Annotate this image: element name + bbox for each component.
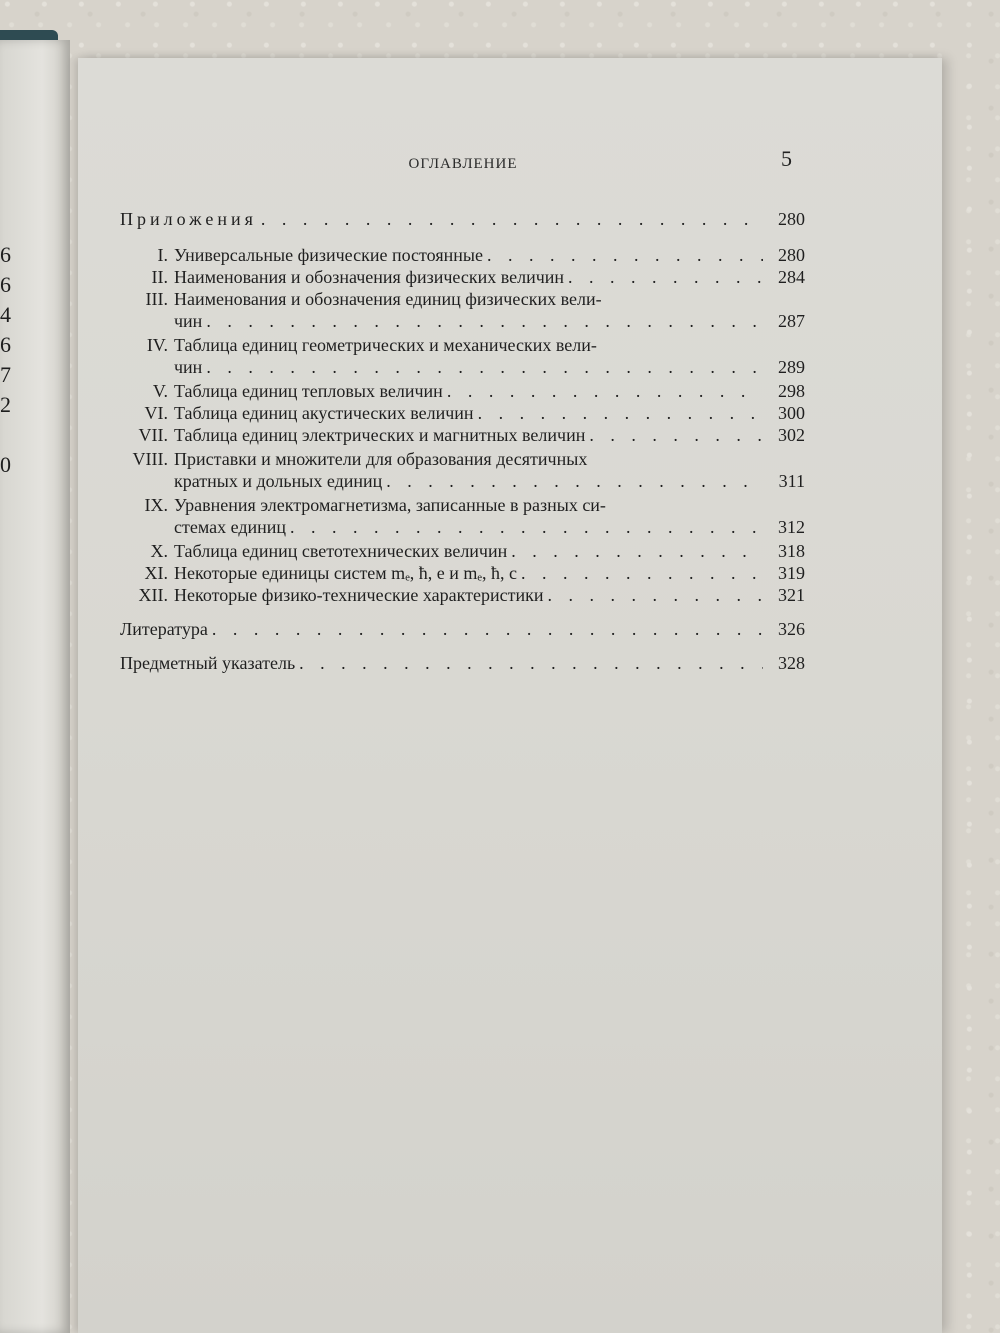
toc-entry-page: 302 xyxy=(778,425,805,445)
toc-entry-page: 284 xyxy=(778,267,805,287)
book-page xyxy=(78,58,942,1333)
toc-entry[interactable] xyxy=(132,402,805,424)
toc-entry[interactable] xyxy=(132,540,805,562)
toc-entry-number: II. xyxy=(151,267,168,287)
toc-entry-label: Универсальные физические постоянные xyxy=(174,245,483,265)
leader-dots xyxy=(261,208,763,230)
toc-entry-continuation[interactable] xyxy=(174,516,805,538)
toc-entry-appendices[interactable] xyxy=(120,208,805,230)
toc-entry-index[interactable] xyxy=(120,652,805,674)
toc-entry-continuation[interactable] xyxy=(174,310,805,332)
toc-entry-page: 326 xyxy=(778,619,805,639)
edge-digit: 7 xyxy=(0,362,11,387)
toc-entry-literature[interactable] xyxy=(120,618,805,640)
toc-entry-page: 311 xyxy=(778,471,805,491)
leader-dots xyxy=(212,618,763,640)
toc-entry-label-continuation: чин xyxy=(174,311,203,331)
toc-entry-number: VIII. xyxy=(132,449,168,469)
toc-entry-label: Уравнения электромагнетизма, записанные в разных си- xyxy=(174,495,606,515)
toc-entry-label: Некоторые физико-технические характеристики xyxy=(174,585,544,605)
leader-dots xyxy=(290,516,763,538)
toc-entry-label: Приложения xyxy=(120,209,257,229)
toc-entry-number: V. xyxy=(152,381,168,401)
toc-entry[interactable] xyxy=(132,266,805,288)
toc-entry-label: Таблица единиц электрических и магнитных величин xyxy=(174,425,586,445)
toc-entry-number: VII. xyxy=(138,425,168,445)
leader-dots xyxy=(447,380,763,402)
toc-entry[interactable] xyxy=(132,380,805,402)
toc-entry[interactable] xyxy=(132,334,805,356)
toc-entry-label: Таблица единиц светотехнических величин xyxy=(174,541,508,561)
leader-dots xyxy=(478,402,763,424)
leader-dots xyxy=(589,424,763,446)
leader-dots xyxy=(206,310,763,332)
edge-digit: 4 xyxy=(0,302,11,327)
toc-entry-page: 318 xyxy=(778,541,805,561)
toc-entry[interactable] xyxy=(132,494,805,516)
toc-entry-label: Приставки и множители для образования десятичных xyxy=(174,449,588,469)
toc-entry-number: X. xyxy=(150,541,168,561)
toc-entry[interactable] xyxy=(132,448,805,470)
toc-entry-continuation[interactable] xyxy=(174,470,805,492)
toc-entry-number: III. xyxy=(145,289,168,309)
edge-digit: 0 xyxy=(0,452,11,477)
leader-dots xyxy=(568,266,763,288)
toc-entry-page: 280 xyxy=(778,209,805,229)
leader-dots xyxy=(521,562,763,584)
toc-entry-label: Предметный указатель xyxy=(120,653,296,673)
toc-entry-label-continuation: кратных и дольных единиц xyxy=(174,471,383,491)
toc-entry-page: 312 xyxy=(778,517,805,537)
edge-digit: 6 xyxy=(0,332,11,357)
leader-dots xyxy=(206,356,763,378)
toc-entry[interactable] xyxy=(132,584,805,606)
toc-entry-page: 300 xyxy=(778,403,805,423)
toc-entry-number: XI. xyxy=(144,563,168,583)
toc-entry-number: VI. xyxy=(144,403,168,423)
toc-entry[interactable] xyxy=(132,288,805,310)
toc-entry-label: Таблица единиц тепловых величин xyxy=(174,381,443,401)
toc-entry-number: I. xyxy=(157,245,168,265)
edge-digit: 6 xyxy=(0,272,11,297)
leader-dots xyxy=(299,652,763,674)
toc-entry-label: Наименования и обозначения единиц физических вели- xyxy=(174,289,602,309)
leader-dots xyxy=(487,244,763,266)
toc-entry-label-continuation: стемах единиц xyxy=(174,517,287,537)
page-number: 5 xyxy=(781,146,792,171)
toc-entry-page: 319 xyxy=(778,563,805,583)
toc-entry-page: 321 xyxy=(778,585,805,605)
toc-entry[interactable] xyxy=(132,424,805,446)
toc-entry-label: Некоторые единицы систем mₑ, ħ, e и mₑ, ħ, c xyxy=(174,563,518,583)
toc-entry-page: 328 xyxy=(778,653,805,673)
toc-entry-page: 287 xyxy=(778,311,805,331)
toc-entry-page: 298 xyxy=(778,381,805,401)
toc-entry-label: Наименования и обозначения физических величин xyxy=(174,267,565,287)
toc-entry[interactable] xyxy=(132,562,805,584)
leader-dots xyxy=(386,470,763,492)
toc-entry[interactable] xyxy=(132,244,805,266)
toc-entry-label: Таблица единиц геометрических и механических вели- xyxy=(174,335,597,355)
toc-entry-label-continuation: чин xyxy=(174,357,203,377)
left-page xyxy=(0,40,70,1333)
toc-entry-page: 280 xyxy=(778,245,805,265)
toc-entry-number: IX. xyxy=(144,495,168,515)
leader-dots xyxy=(548,584,764,606)
running-head: ОГЛАВЛЕНИЕ xyxy=(408,156,518,172)
toc-entry-number: IV. xyxy=(146,335,168,355)
edge-digit: 6 xyxy=(0,242,11,267)
edge-digit: 2 xyxy=(0,392,11,417)
toc-entry-page: 289 xyxy=(778,357,805,377)
toc-entry-label: Литература xyxy=(120,619,208,639)
leader-dots xyxy=(511,540,763,562)
toc-entry-continuation[interactable] xyxy=(174,356,805,378)
toc-entry-number: XII. xyxy=(138,585,168,605)
toc-entry-label: Таблица единиц акустических величин xyxy=(174,403,474,423)
left-page-edge-digits xyxy=(0,240,14,480)
